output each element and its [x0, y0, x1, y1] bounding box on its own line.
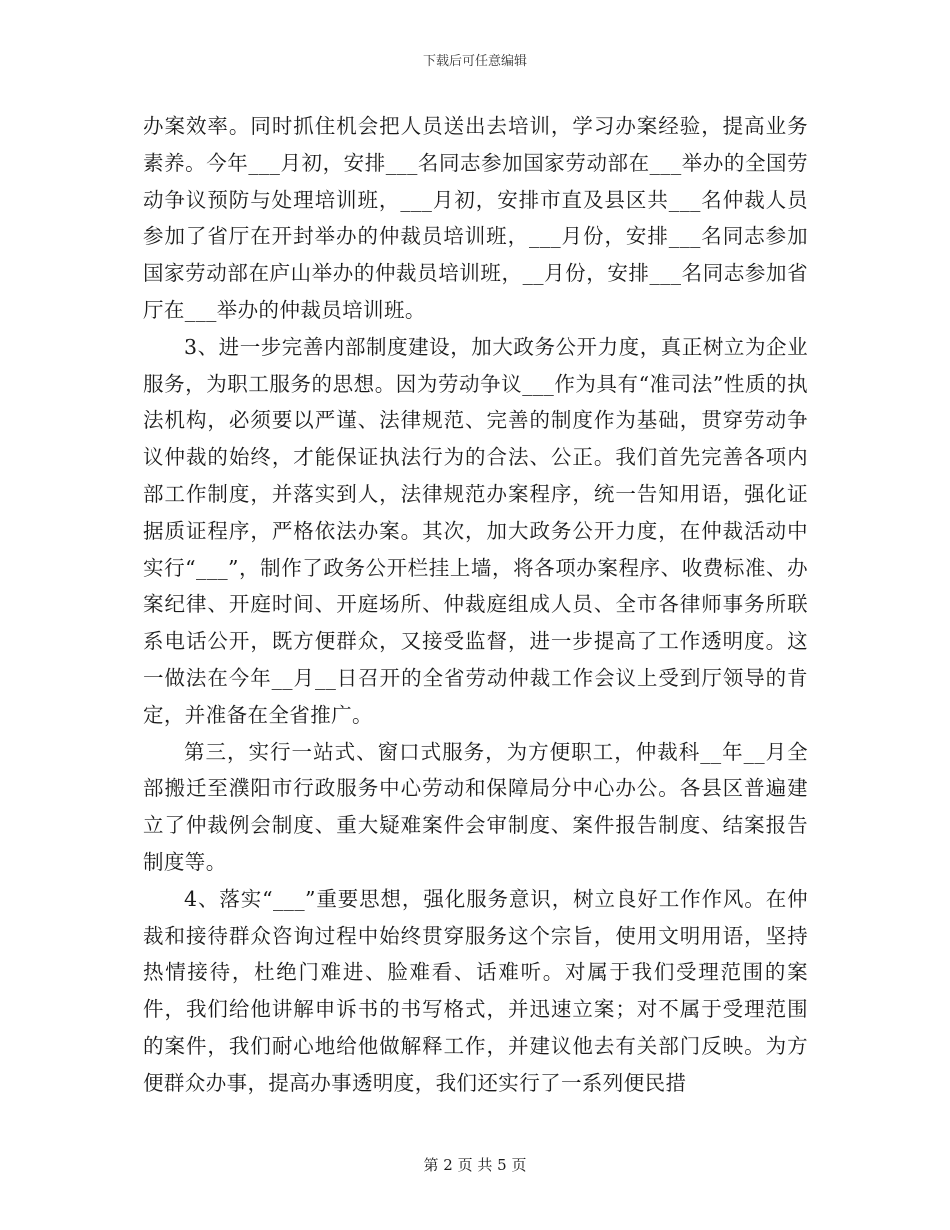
paragraph-4: 4、落实“___”重要思想，强化服务意识，树立良好工作作风。在仲裁和接待群众咨询过程中始终贯穿服务这个宗旨，使用文明用语，坚持热情接待，杜绝门难进、脸难看、话难听。对属于我们受理范围的案件，我们给他讲解申诉书的书写格式，并迅速立案；对不属于受理范围的案件，我们耐心地给他做解释工作，并建议他去有关部门反映。为方便群众办事，提高办事透明度，我们还实行了一系列便民措 [143, 886, 808, 1095]
paragraph-3: 第三，实行一站式、窗口式服务，为方便职工，仲裁科__年__月全部搬迁至濮阳市行政服务中心劳动和保障局分中心办公。各县区普遍建立了仲裁例会制度、重大疑难案件会审制度、案件报告制度、结案报告制度等。 [143, 739, 808, 874]
paragraph-1: 办案效率。同时抓住机会把人员送出去培训，学习办案经验，提高业务素养。今年___月初，安排___名同志参加国家劳动部在___举办的全国劳动争议预防与处理培训班，___月初，安排市直及县区共___名仲裁人员参加了省厅在开封举办的仲裁员培训班，___月份，安排___名同志参加国家劳动部在庐山举办的仲裁员培训班，__月份，安排___名同志参加省厅在___举办的仲裁员培训班。 [143, 114, 808, 322]
page-header-note: 下载后可任意编辑 [422, 54, 527, 69]
page-number: 第 2 页 共 5 页 [423, 1156, 527, 1174]
paragraph-2: 3、进一步完善内部制度建设，加大政务公开力度，真正树立为企业服务，为职工服务的思想。因为劳动争议___作为具有“准司法”性质的执法机构，必须要以严谨、法律规范、完善的制度作为基础，贯穿劳动争议仲裁的始终，才能保证执法行为的合法、公正。我们首先完善各项内部工作制度，并落实到人，法律规范办案程序，统一告知用语，强化证据质证程序，严格依法办案。其次，加大政务公开力度，在仲裁活动中实行“___”，制作了政务公开栏挂上墙，将各项办案程序、收费标准、办案纪律、开庭时间、开庭场所、仲裁庭组成人员、全市各律师事务所联系电话公开，既方便群众，又接受监督，进一步提高了工作透明度。这一做法在今年__月__日召开的全省劳动仲裁工作会议上受到厅领导的肯定，并准备在全省推广。 [143, 334, 808, 727]
document-body [143, 108, 808, 1102]
